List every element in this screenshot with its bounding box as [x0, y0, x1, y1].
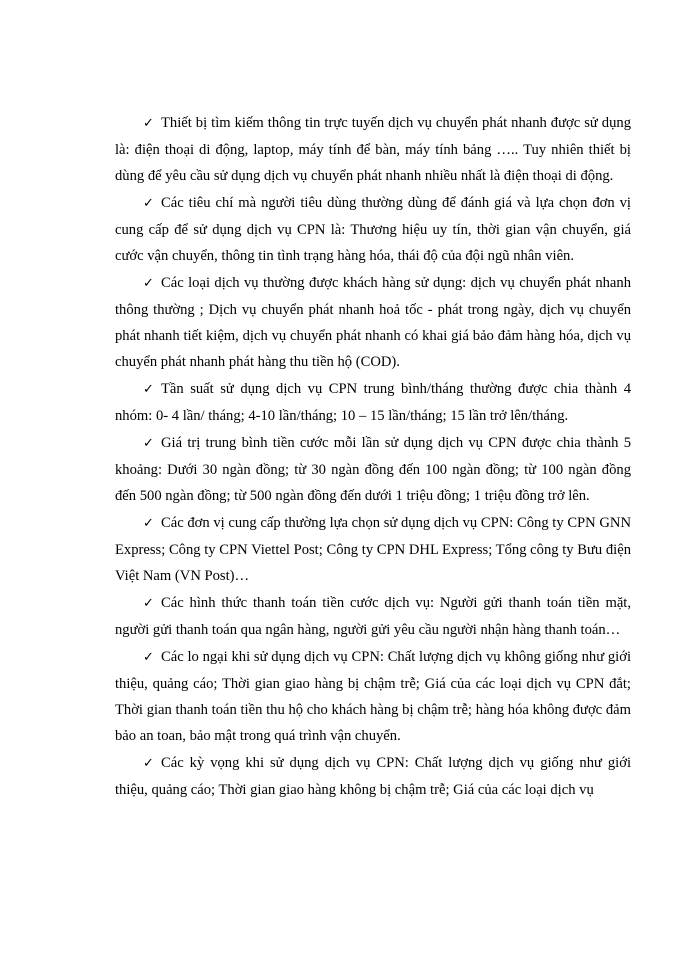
paragraph-text: Các tiêu chí mà người tiêu dùng thường dùng để đánh giá và lựa chọn đơn vị cung cấp để sử dụng dịch vụ CPN là: Thương hiệu uy tín, thời gian vận chuyển, giá cước vận chuyển, thông tin tình trạng hàng hóa, thái độ của đội ngũ nhân viên.	[115, 195, 631, 264]
bullet-paragraph	[115, 190, 631, 269]
checkmark-icon: ✓	[143, 650, 154, 665]
bullet-paragraph	[115, 270, 631, 375]
paragraph-text: Các kỳ vọng khi sử dụng dịch vụ CPN: Chất lượng dịch vụ giống như giới thiệu, quảng cáo; Thời gian giao hàng không bị chậm trễ; Giá của các loại dịch vụ	[115, 755, 631, 798]
bullet-paragraph	[115, 376, 631, 429]
bullet-paragraph	[115, 510, 631, 589]
bullet-paragraph	[115, 590, 631, 643]
paragraph-text: Giá trị trung bình tiền cước mỗi lần sử dụng dịch vụ CPN được chia thành 5 khoảng: Dưới 30 ngàn đồng; từ 30 ngàn đồng đến 100 ngàn đồng; từ 100 ngàn đồng đến 500 ngàn đồng; từ 500 ngàn đồng đến dưới 1 triệu đồng; 1 triệu đồng trở lên.	[115, 435, 631, 504]
checkmark-icon: ✓	[143, 516, 154, 531]
document-page	[115, 110, 631, 804]
checkmark-icon: ✓	[143, 756, 154, 771]
paragraph-text: Tần suất sử dụng dịch vụ CPN trung bình/tháng thường được chia thành 4 nhóm: 0- 4 lần/ tháng; 4-10 lần/tháng; 10 – 15 lần/tháng; 15 lần trở lên/tháng.	[115, 381, 631, 424]
checkmark-icon: ✓	[143, 436, 154, 451]
checkmark-icon: ✓	[143, 196, 154, 211]
checkmark-icon: ✓	[143, 116, 154, 131]
bullet-paragraph	[115, 644, 631, 749]
bullet-paragraph	[115, 110, 631, 189]
paragraph-text: Các đơn vị cung cấp thường lựa chọn sử dụng dịch vụ CPN: Công ty CPN GNN Express; Công ty CPN Viettel Post; Công ty CPN DHL Express; Tổng công ty Bưu điện Việt Nam (VN Post)…	[115, 515, 631, 584]
paragraph-text: Thiết bị tìm kiếm thông tin trực tuyến dịch vụ chuyển phát nhanh được sử dụng là: điện thoại di động, laptop, máy tính để bàn, máy tính bảng ….. Tuy nhiên thiết bị dùng để yêu cầu sử dụng dịch vụ chuyển phát nhanh nhiều nhất là điện thoại di động.	[115, 115, 631, 184]
bullet-paragraph	[115, 430, 631, 509]
paragraph-text: Các loại dịch vụ thường được khách hàng sử dụng: dịch vụ chuyển phát nhanh thông thường ; Dịch vụ chuyển phát nhanh hoả tốc - phát trong ngày, dịch vụ chuyển phát nhanh tiết kiệm, dịch vụ chuyển phát nhanh có khai giá bảo đảm hàng hóa, dịch vụ chuyển phát nhanh phát hàng thu tiền hộ (COD).	[115, 275, 631, 370]
paragraph-text: Các lo ngại khi sử dụng dịch vụ CPN: Chất lượng dịch vụ không giống như giới thiệu, quảng cáo; Thời gian giao hàng bị chậm trễ; Giá của các loại dịch vụ CPN đắt; Thời gian thanh toán tiền thu hộ cho khách hàng bị chậm trễ; hàng hóa không được đảm bảo an toan, bảo mật trong quá trình vận chuyển.	[115, 649, 631, 744]
checkmark-icon: ✓	[143, 596, 154, 611]
paragraph-text: Các hình thức thanh toán tiền cước dịch vụ: Người gửi thanh toán tiền mặt, người gửi thanh toán qua ngân hàng, người gửi yêu cầu người nhận hàng thanh toán…	[115, 595, 631, 638]
checkmark-icon: ✓	[143, 276, 154, 291]
bullet-paragraph	[115, 750, 631, 803]
checkmark-icon: ✓	[143, 382, 154, 397]
